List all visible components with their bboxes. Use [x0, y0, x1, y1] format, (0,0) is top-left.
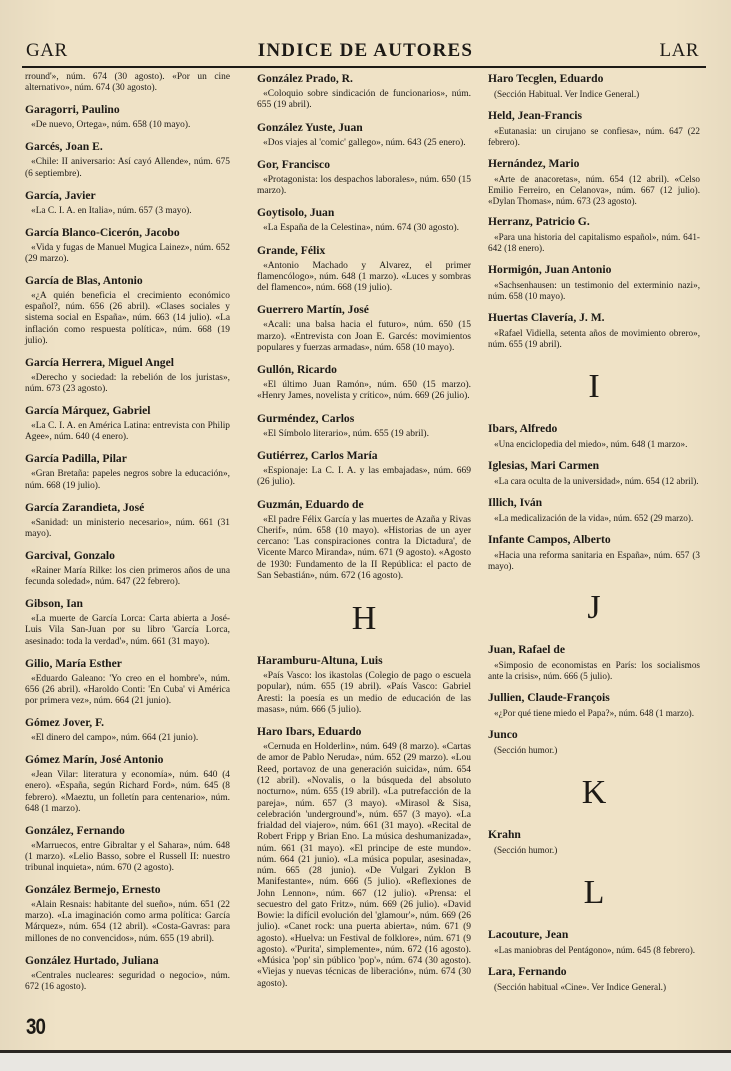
article-list: «Protagonista: los despachos laborales», núm. 650 (15 marzo). — [257, 174, 471, 197]
author-name: Gómez Jover, F. — [25, 716, 104, 730]
author-name: Gor, Francisco — [257, 157, 330, 171]
author-entry — [488, 215, 700, 254]
article-list: «La C. I. A. en América Latina: entrevista con Philip Agee», núm. 640 (4 enero). — [25, 421, 230, 443]
author-name: Grande, Félix — [257, 243, 326, 257]
author-entry — [25, 356, 230, 395]
author-entry — [488, 496, 700, 524]
section-letter: I — [588, 367, 600, 405]
article-list: «Vida y fugas de Manuel Mugica Lainez», núm. 652 (29 marzo). — [25, 242, 230, 264]
article-list: «Antonio Machado y Alvarez, el primer flamencólogo», núm. 648 (1 marzo). «Luces y sombras del flamenco», núm. 668 (19 julio). — [257, 260, 471, 294]
article-list: «Rainer María Rilke: los cien primeros años de una fecunda soledad», núm. 647 (22 febrero). — [25, 565, 230, 588]
author-name: Huertas Clavería, J. M. — [488, 311, 605, 325]
author-name: Guerrero Martín, José — [257, 303, 369, 317]
article-list: «Eduardo Galeano: 'Yo creo en el hombre'», núm. 656 (26 abril). «Haroldo Conti: 'En Cuba' vi América por primera vez», núm. 664 (21 junio). — [25, 673, 230, 706]
author-name: Lara, Fernando — [488, 964, 567, 978]
article-list: «La muerte de García Lorca: Carta abierta a José-Luis Vila San-Juan por su libro 'García Lorca, asesinado: toda la verdad'», núm. 661 (31 mayo). — [25, 614, 230, 647]
author-name: Hernández, Mario — [488, 156, 580, 170]
author-entry — [257, 121, 471, 149]
author-entry — [25, 103, 230, 131]
article-list: «Hacia una reforma sanitaria en España», núm. 657 (3 mayo). — [488, 549, 700, 571]
page-number: 30 — [26, 1014, 46, 1039]
article-list: «Cernuda en Holderlin», núm. 649 (8 marzo). «Cartas de amor de Pablo Neruda», núm. 652 (29 marzo). «Lou Reed, portavoz de una generación suicida», núm. 654 (12 abril). «Novalis, o la búsqueda del absoluto nocturno», núm. 655 (19 abril). «La putrefacción de la pareja», núm. 657 (3 mayo). «Mirasol & Sisa, celebración 'underground'», núm. 657 (3 mayo). «La frialdad del viajero», núm. 661 (31 mayo). «Recital de Robert Fripp y Brian Eno. La música deshumanizada», núm. 661 (31 mayo). «El principe de este mundo». núm. 664 (21 junio). «La música popular, asesinada», núm. 665 (28 junio). «De Vulgari Zyklon B Manifestante», núm. 666 (5 julio). «Reflexiones de John Lennon», núm. 667 (12 julio). «Prensa: el secuestro del gato Fritz», núm. 669 (26 julio). «David Bowie: la difícil evolución del 'glamour'», núm. 669 (26 julio). «Canet rock: una puerta abierta», núm. 671 (9 agosto). «Huelva: un Festival de folklore», núm. 671 (9 agosto). «'Purita', simplemente», núm. 672 (16 agosto). «Música 'pop' sin público 'pop'», núm. 674 (30 agosto). «Viejas y nuevas técnicas de liberación», núm. 674 (30 agosto). — [257, 742, 471, 989]
index-column-3 — [488, 72, 700, 1002]
author-name: Junco — [488, 728, 518, 742]
author-name: Garcés, Joan E. — [25, 140, 103, 154]
article-list: «Derecho y sociedad: la rebelión de los juristas», núm. 673 (23 agosto). — [25, 372, 230, 394]
article-list: «Centrales nucleares: seguridad o negocio», núm. 672 (16 agosto). — [25, 970, 230, 992]
index-column-2 — [257, 72, 471, 999]
author-entry — [257, 72, 471, 112]
author-entry — [488, 311, 700, 350]
author-name: Jullien, Claude-François — [488, 691, 610, 705]
author-name: García Blanco-Cicerón, Jacobo — [25, 225, 180, 239]
author-name: García de Blas, Antonio — [25, 274, 143, 288]
article-list: «El dinero del campo», núm. 664 (21 junio). — [31, 733, 199, 744]
author-entry — [257, 206, 471, 234]
author-name: González Yuste, Juan — [257, 120, 363, 134]
author-entry — [488, 691, 700, 719]
article-list: «Sachsenhausen: un testimonio del exterminio nazi», núm. 658 (10 mayo). — [488, 280, 700, 302]
page-title: INDICE DE AUTORES — [257, 40, 474, 61]
article-list: (Sección humor.) — [494, 845, 558, 856]
section-letter: K — [581, 774, 607, 812]
article-list: «El último Juan Ramón», núm. 650 (15 marzo). «Henry James, novelista y crítico», núm. 669 (26 julio). — [257, 380, 471, 402]
author-entry — [25, 549, 230, 588]
article-list: «Rafael Vidiella, setenta años de movimiento obrero», núm. 655 (19 abril). — [488, 328, 700, 349]
author-name: Gibson, Ian — [25, 597, 83, 611]
author-entry — [257, 654, 471, 716]
author-entry — [488, 828, 700, 856]
author-name: González Prado, R. — [257, 72, 353, 85]
article-list: «Acali: una balsa hacia el futuro», núm. 650 (15 marzo). «Entrevista con Joan E. Garcés: movimientos populares y fuerzas armadas», núm. 658 (10 mayo). — [257, 320, 471, 353]
article-list: «Gran Bretaña: papeles negros sobre la educación», núm. 668 (19 julio). — [25, 469, 230, 491]
running-head-left: GAR — [26, 40, 68, 61]
author-name: García Padilla, Pilar — [25, 452, 127, 466]
header-rule — [22, 66, 706, 68]
article-list: (Sección habitual «Cine». Ver Indice General.) — [494, 981, 667, 992]
article-list: «Simposio de economistas en París: los socialismos ante la crisis», núm. 666 (5 julio). — [488, 660, 700, 682]
author-entry — [25, 954, 230, 993]
author-name: García Márquez, Gabriel — [25, 404, 151, 418]
article-list: «La cara oculta de la universidad», núm. 654 (12 abril). — [494, 475, 699, 486]
entry-continuation: rround'», núm. 674 (30 agosto). «Por un cine alternativo», núm. 674 (30 agosto). — [25, 72, 230, 94]
section-letter: L — [583, 873, 605, 911]
author-entry — [25, 501, 230, 540]
article-list: «Coloquio sobre sindicación de funcionarios», núm. 655 (19 abril). — [257, 89, 471, 111]
article-list: «La C. I. A. en Italia», núm. 657 (3 mayo). — [31, 205, 192, 216]
author-entry — [25, 753, 230, 815]
author-entry — [488, 728, 700, 756]
author-name: Hormigón, Juan Antonio — [488, 263, 612, 277]
author-entry — [25, 824, 230, 874]
author-name: Gutiérrez, Carlos María — [257, 448, 378, 462]
author-entry — [25, 597, 230, 647]
article-list: «Para una historia del capitalismo español», núm. 641-642 (18 enero). — [488, 232, 700, 254]
author-entry — [25, 883, 230, 945]
author-name: Gómez Marín, José Antonio — [25, 753, 164, 767]
author-entry — [257, 412, 471, 440]
article-list: «La medicalización de la vida», núm. 652 (29 marzo). — [494, 512, 694, 523]
author-name: Held, Jean-Francis — [488, 108, 583, 122]
author-entry — [488, 533, 700, 572]
article-list: «Espionaje: La C. I. A. y las embajadas», núm. 669 (26 julio). — [257, 465, 471, 488]
author-entry — [488, 928, 700, 956]
author-entry — [25, 226, 230, 265]
article-list: «Las maniobras del Pentágono», núm. 645 (8 febrero). — [494, 944, 696, 955]
article-list: «Alain Resnais: habitante del sueño», núm. 651 (22 marzo). «La imaginación como arma política: García Márquez», núm. 654 (12 abril). «Costa-Gavras: para millones de no convencidos», núm. 655 (19 abril). — [25, 900, 230, 944]
article-list: «La España de la Celestina», núm. 674 (30 agosto). — [263, 223, 460, 234]
author-name: Infante Campos, Alberto — [488, 532, 611, 546]
author-entry — [25, 716, 230, 744]
author-entry — [25, 657, 230, 707]
article-list: «Marruecos, entre Gibraltar y el Sahara», núm. 648 (1 marzo). «Lelio Basso, sobre el Russell II: nuestro tribunal inquieta», núm. 670 (2 agosto). — [25, 840, 230, 874]
author-entry — [257, 244, 471, 295]
author-entry — [25, 140, 230, 179]
article-list: «¿Por qué tiene miedo el Papa?», núm. 648 (1 marzo). — [494, 708, 695, 719]
article-list: «¿A quién beneficia el crecimiento económico español?, núm. 656 (26 abril). «Clases sociales y sistema social en España», núm. 663 (14 julio). «La inflación como respuesta política», núm. 668 (19 julio). — [25, 291, 230, 346]
author-name: González, Fernando — [25, 823, 125, 837]
author-entry — [488, 459, 700, 487]
author-name: García Herrera, Miguel Angel — [25, 355, 174, 369]
author-entry — [257, 303, 471, 354]
article-list: «Una enciclopedia del miedo», núm. 648 (1 marzo». — [494, 438, 688, 449]
article-list: «Dos viajes al 'comic' gallego», núm. 643 (25 enero). — [263, 137, 466, 148]
author-name: Gullón, Ricardo — [257, 363, 337, 377]
author-entry — [257, 158, 471, 198]
author-entry — [25, 274, 230, 347]
author-entry — [25, 404, 230, 443]
author-name: González Bermejo, Ernesto — [25, 883, 161, 897]
author-name: Krahn — [488, 828, 521, 842]
article-list: «Chile: II aniversario: Así cayó Allende», núm. 675 (6 septiembre). — [25, 157, 230, 179]
author-entry — [488, 109, 700, 148]
author-name: García Zarandieta, José — [25, 500, 145, 514]
author-name: Haro Ibars, Eduardo — [257, 725, 362, 739]
footer-rule — [0, 1050, 731, 1053]
author-name: Juan, Rafael de — [488, 643, 565, 657]
index-column-1 — [25, 72, 230, 1002]
author-name: Herranz, Patricio G. — [488, 215, 590, 229]
article-list: (Sección humor.) — [494, 745, 558, 756]
author-name: Iglesias, Mari Carmen — [488, 458, 600, 472]
article-list: «El Símbolo literario», núm. 655 (19 abril). — [263, 428, 429, 439]
author-name: Gilio, María Esther — [25, 656, 122, 670]
author-entry — [488, 72, 700, 100]
section-letter: H — [351, 600, 377, 638]
author-name: García, Javier — [25, 188, 96, 202]
author-entry — [257, 449, 471, 489]
author-name: Illich, Iván — [488, 495, 543, 509]
author-name: Ibars, Alfredo — [488, 421, 558, 435]
author-name: Garcival, Gonzalo — [25, 548, 115, 562]
author-entry — [488, 157, 700, 207]
article-list: «Sanidad: un ministerio necesario», núm. 661 (31 mayo). — [25, 517, 230, 539]
author-entry — [488, 965, 700, 993]
article-list: «El padre Félix García y las muertes de Azaña y Rivas Cherif», núm. 658 (10 mayo). «Historias de un ayer cercano: 'Las conspiraciones contra la Dictadura', de Vicente Marco Miranda», núm. 671 (9 agosto). «Agosto de 1930: Fundamento de la II República: el pacto de San Sebastián», núm. 672 (16 agosto). — [257, 514, 471, 581]
author-name: Goytisolo, Juan — [257, 206, 335, 220]
author-name: Lacouture, Jean — [488, 927, 569, 941]
author-name: Haramburu-Altuna, Luis — [257, 654, 383, 668]
article-list: (Sección Habitual. Ver Indice General.) — [494, 89, 640, 99]
author-name: Gurméndez, Carlos — [257, 411, 355, 425]
running-head-right: LAR — [659, 40, 699, 61]
author-entry — [257, 725, 471, 990]
article-list: «Eutanasia: un cirujano se confiesa», núm. 647 (22 febrero). — [488, 125, 700, 147]
author-name: Haro Tecglen, Eduardo — [488, 72, 604, 85]
article-list: «De nuevo, Ortega», núm. 658 (10 mayo). — [31, 120, 191, 131]
article-list: «Arte de anacoretas», núm. 654 (12 abril). «Celso Emilio Ferreiro, en Celanova», núm. 667 (12 julio). «Dylan Thomas», núm. 673 (23 agosto). — [488, 173, 700, 206]
section-letter: J — [587, 589, 601, 627]
author-entry — [25, 189, 230, 217]
author-name: Guzmán, Eduardo de — [257, 497, 364, 511]
author-entry — [257, 363, 471, 403]
author-entry — [25, 452, 230, 491]
author-entry — [488, 263, 700, 302]
author-entry — [488, 643, 700, 682]
author-name: González Hurtado, Juliana — [25, 953, 159, 967]
author-entry — [488, 422, 700, 450]
author-entry — [257, 498, 471, 583]
article-list: «País Vasco: los ikastolas (Colegio de pago o escuela popular), núm. 655 (19 abril). «País Vasco: Gabriel Aresti: la poesía es un medio de educación de las masas», núm. 666 (5 julio). — [257, 671, 471, 715]
author-name: Garagorri, Paulino — [25, 103, 120, 117]
article-list: «Jean Vilar: literatura y economía», núm. 640 (4 enero). «España, según Richard Ford», núm. 645 (8 febrero). «Maeztu, un folletín para centenario», núm. 648 (1 marzo). — [25, 770, 230, 814]
